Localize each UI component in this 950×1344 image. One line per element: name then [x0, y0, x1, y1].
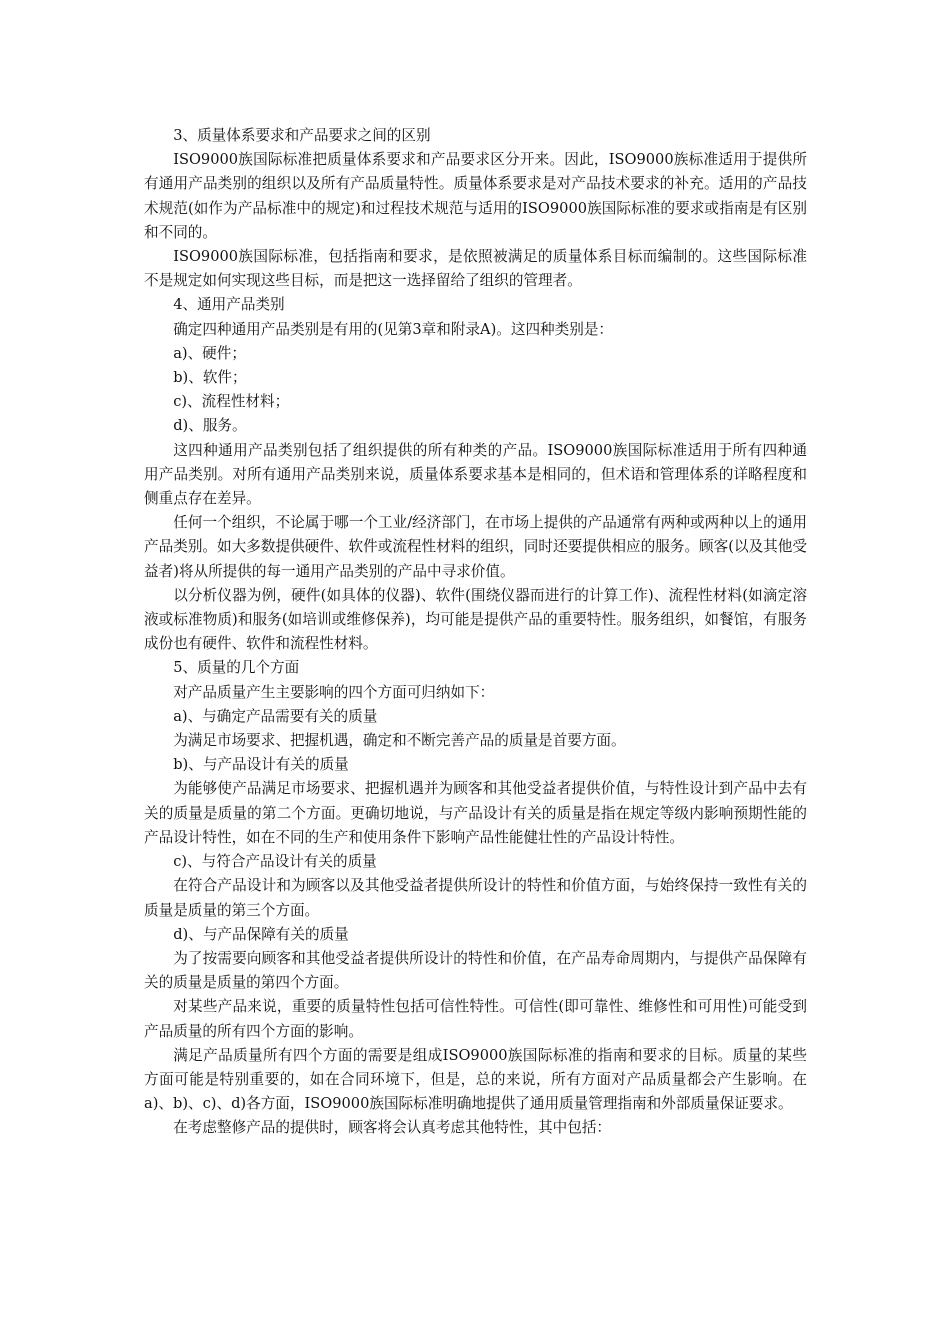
section-heading-5: 5、质量的几个方面	[173, 659, 300, 677]
paragraph: ISO9000族国际标准，包括指南和要求，是依照被满足的质量体系目标而编制的。这些国际标准不是规定如何实现这些目标，而是把这一选择留给了组织的管理者。	[144, 248, 807, 290]
paragraph: 为满足市场要求、把握机遇，确定和不断完善产品的质量是首要方面。	[173, 732, 626, 750]
section-heading-3: 3、质量体系要求和产品要求之间的区别	[173, 127, 431, 144]
paragraph: 对某些产品来说，重要的质量特性包括可信性特性。可信性(即可靠性、维修性和可用性)可能受到产品质量的所有四个方面的影响。	[144, 998, 807, 1040]
list-item: c)、与符合产品设计有关的质量	[173, 853, 377, 871]
paragraph: 为能够使产品满足市场要求、把握机遇并为顾客和其他受益者提供价值，与特性设计到产品中去有关的质量是质量的第二个方面。更确切地说，与产品设计有关的质量是指在规定等级内影响预期性能的产品设计特性，如在不同的生产和使用条件下影响产品性能健壮性的产品设计特性。	[144, 780, 807, 846]
paragraph: 任何一个组织，不论属于哪一个工业/经济部门，在市场上提供的产品通常有两种或两种以上的通用产品类别。如大多数提供硬件、软件或流程性材料的组织，同时还要提供相应的服务。顾客(以及其他受益者)将从所提供的每一通用产品类别的产品中寻求价值。	[144, 514, 807, 580]
paragraph: 在考虑整修产品的提供时，顾客将会认真考虑其他特性，其中包括：	[173, 1119, 612, 1137]
section-heading-4: 4、通用产品类别	[173, 296, 285, 314]
paragraph: ISO9000族国际标准把质量体系要求和产品要求区分开来。因此，ISO9000族标准适用于提供所有通用产品类别的组织以及所有产品质量特性。质量体系要求是对产品技术要求的补充。适用的产品技术规范(如作为产品标准中的规定)和过程技术规范与适用的ISO9000族国际标准的要求或指南是有区别和不同的。	[144, 151, 807, 241]
document-page	[144, 124, 807, 1141]
paragraph: 满足产品质量所有四个方面的需要是组成ISO9000族国际标准的指南和要求的目标。质量的某些方面可能是特别重要的，如在合同环境下，但是，总的来说，所有方面对产品质量都会产生影响。在a)、b)、c)、d)各方面，ISO9000族国际标准明确地提供了通用质量管理指南和外部质量保证要求。	[144, 1046, 807, 1113]
list-item: b)、与产品设计有关的质量	[173, 756, 349, 774]
paragraph: 这四种通用产品类别包括了组织提供的所有种类的产品。ISO9000族国际标准适用于所有四种通用产品类别。对所有通用产品类别来说，质量体系要求基本是相同的，但术语和管理体系的详略程度和侧重点存在差异。	[144, 441, 807, 508]
list-item: d)、与产品保障有关的质量	[173, 925, 349, 943]
paragraph: 以分析仪器为例，硬件(如具体的仪器)、软件(围绕仪器而进行的计算工作)、流程性材料(如滴定溶液或标准物质)和服务(如培训或维修保养)，均可能是提供产品的重要特性。服务组织，如餐馆，有服务成份也有硬件、软件和流程性材料。	[144, 586, 807, 653]
paragraph: 为了按需要向顾客和其他受益者提供所设计的特性和价值，在产品寿命周期内，与提供产品保障有关的质量是质量的第四个方面。	[144, 949, 807, 992]
paragraph: 在符合产品设计和为顾客以及其他受益者提供所设计的特性和价值方面，与始终保持一致性有关的质量是质量的第三个方面。	[144, 877, 807, 919]
list-item: a)、硬件；	[173, 344, 246, 362]
list-item: b)、软件；	[173, 369, 247, 387]
list-item: a)、与确定产品需要有关的质量	[173, 707, 378, 725]
list-item: c)、流程性材料；	[173, 393, 290, 411]
paragraph: 确定四种通用产品类别是有用的(见第3章和附录A)。这四种类别是：	[173, 320, 614, 338]
paragraph: 对产品质量产生主要影响的四个方面可归纳如下：	[173, 683, 495, 701]
list-item: d)、服务。	[173, 417, 247, 435]
